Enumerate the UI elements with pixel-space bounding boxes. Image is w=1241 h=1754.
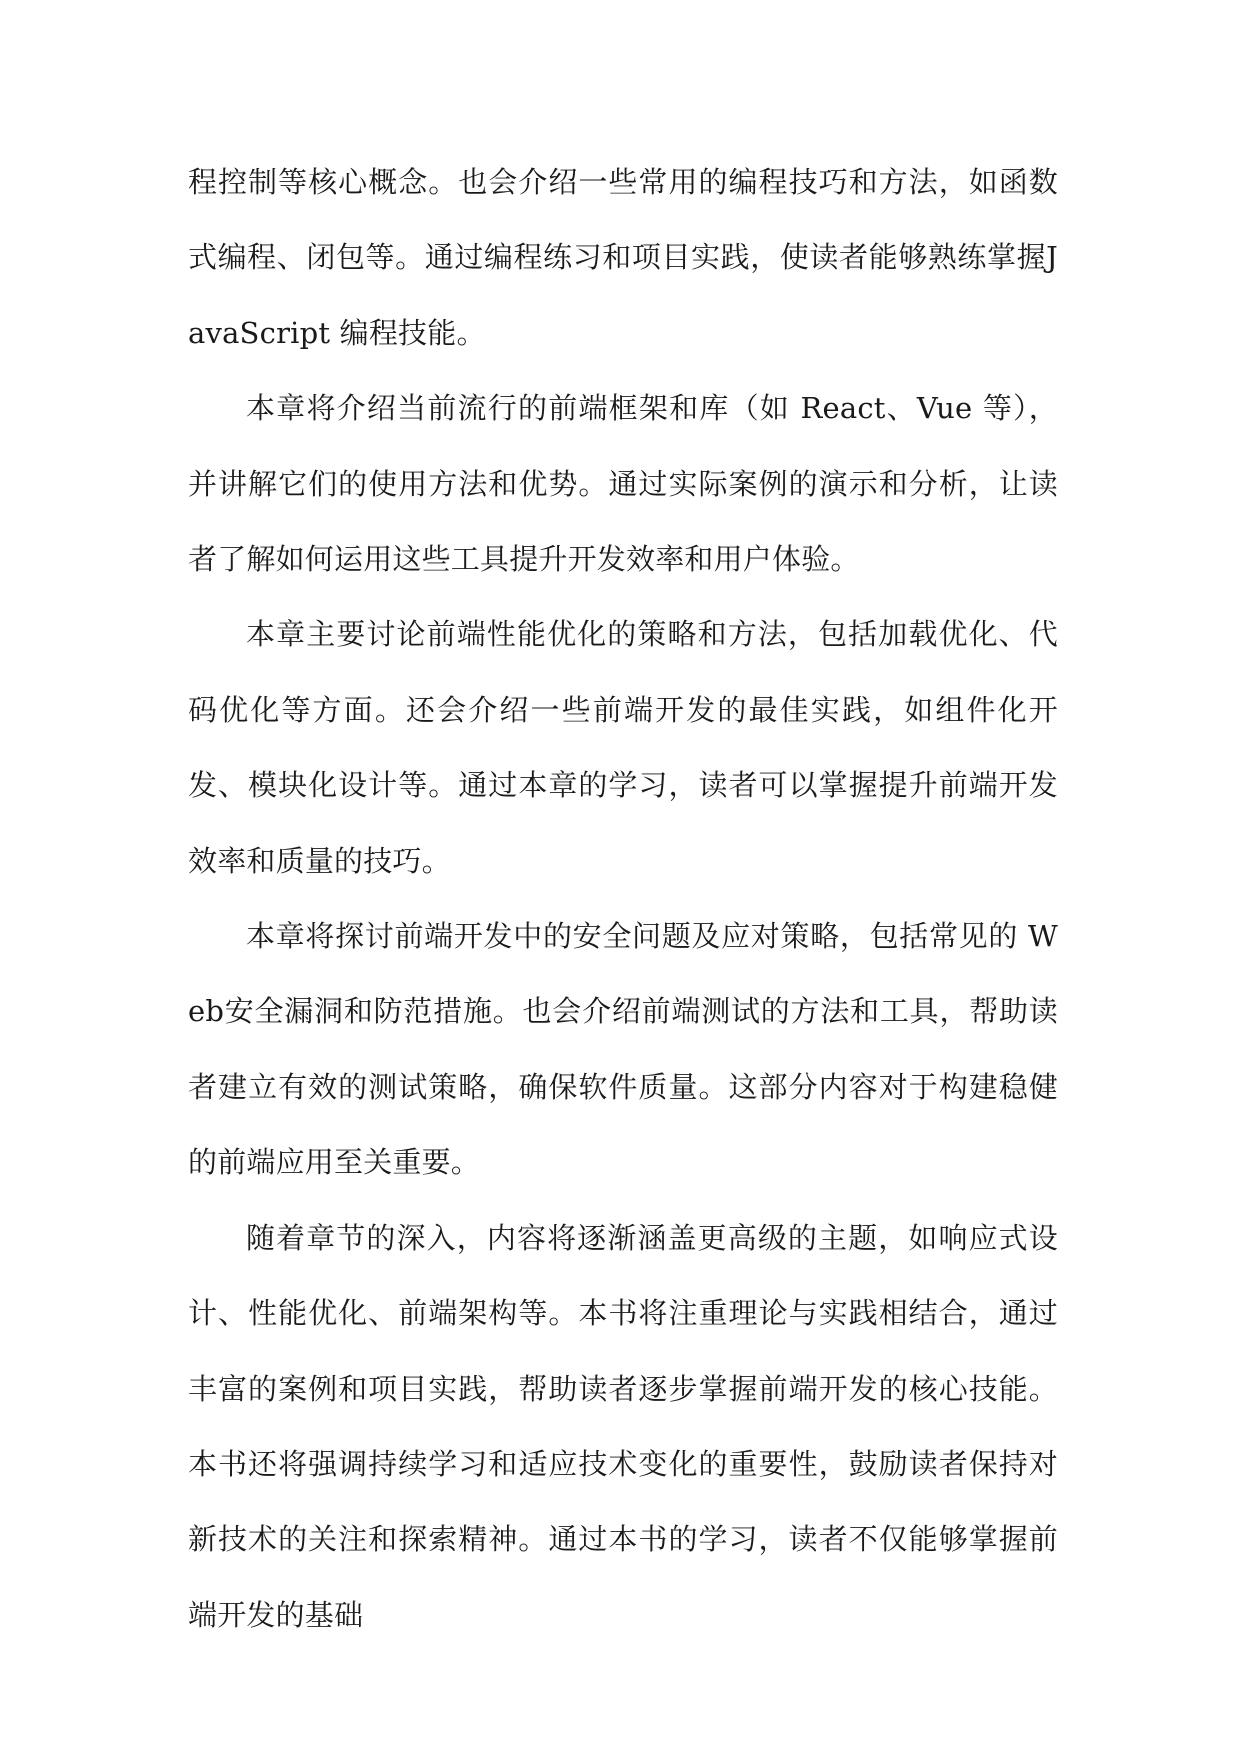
paragraph-3 <box>188 597 1058 899</box>
paragraph-line: 本章将探讨前端开发中的安全问题及应对策略，包括常见的 Web <box>188 919 1058 1029</box>
paragraph-line: 强调持续学习和适应技术变化的重要性，鼓励读者保持对新技术的关 <box>188 1446 1058 1557</box>
paragraph-line: 讲解它们的使用方法和优势。通过实际案例的演示和分析，让读者了 <box>188 466 1058 577</box>
document-body <box>188 145 1058 1653</box>
paragraph-1 <box>188 145 1058 371</box>
paragraph-line: 编程、闭包等。通过编程练习和项目实践，使读者能够熟练掌握 <box>217 240 1047 275</box>
paragraph-line: 安全漏洞和防范措施。也会介绍前端测试的方法和工具，帮助读者建 <box>188 994 1058 1104</box>
paragraph-line: 立有效的测试策略，确保软件质量。这部分内容对于构建稳健的前端 <box>188 1069 1058 1180</box>
paragraph-5 <box>188 1201 1058 1653</box>
paragraph-line: 本章主要讨论前端性能优化的策略和方法，包括加载优化、代码 <box>188 617 1058 727</box>
paragraph-line: 随着章节的深入，内容将逐渐涵盖更高级的主题，如响应式设计、 <box>188 1220 1058 1331</box>
paragraph-line: 应用至关重要。 <box>275 1145 481 1180</box>
paragraph-line: 量的技巧。 <box>304 843 451 878</box>
paragraph-line: 优化等方面。还会介绍一些前端开发的最佳实践，如组件化开发、模 <box>188 692 1058 803</box>
paragraph-line: 块化设计等。通过本章的学习，读者可以掌握提升前端开发效率和质 <box>188 768 1058 878</box>
paragraph-2 <box>188 371 1058 597</box>
paragraph-line: 注和探索精神。通过本书的学习，读者不仅能够掌握前端开发的基础 <box>188 1522 1058 1632</box>
paragraph-line: 性能优化、前端架构等。本书将注重理论与实践相结合，通过丰富的 <box>188 1296 1058 1406</box>
paragraph-line: 案例和项目实践，帮助读者逐步掌握前端开发的核心技能。本书还将 <box>188 1371 1058 1481</box>
paragraph-line: 解如何运用这些工具提升开发效率和用户体验。 <box>246 542 860 577</box>
paragraph-4 <box>188 899 1058 1201</box>
paragraph-line: JavaScript 编程技能。 <box>188 240 1058 350</box>
paragraph-line: 本章将介绍当前流行的前端框架和库（如 React、Vue 等），并 <box>188 391 1058 501</box>
paragraph-line: 程控制等核心概念。也会介绍一些常用的编程技巧和方法，如函数式 <box>188 165 1058 275</box>
